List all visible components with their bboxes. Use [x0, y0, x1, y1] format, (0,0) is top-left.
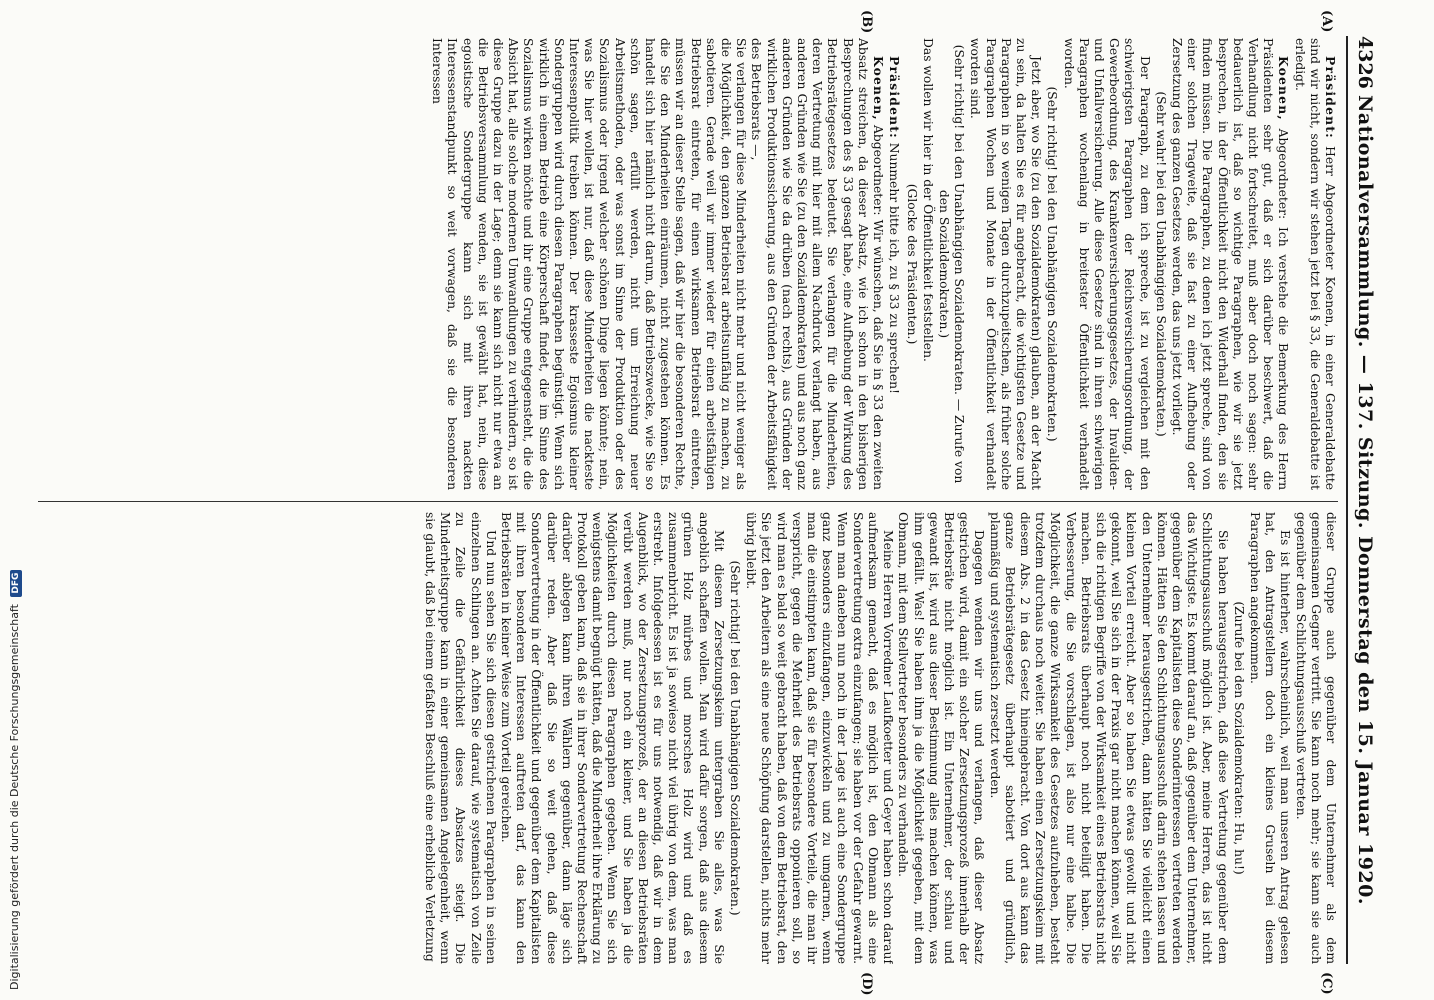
- paragraph: [1060, 38, 1151, 490]
- right-text-column: [38, 512, 1338, 964]
- paragraph-text: Abgeordneter: Ich verstehe die Bemerkung des Herrn Präsidenten sehr gut, daß er sich darüber beschwert, daß die Verhandlung nicht fortschreitet, muß aber doch noch sagen: sehr bedauerlich ist, daß so wichtige Paragraphen, wie wir sie jetzt besprechen, in der Öffentlichkeit nicht den Widerhall finden, den sie finden müssen. Die Paragraphen, zu denen ich jetzt spreche, sind von einer solchen Tragweite, daß sie fast zu einer Aufhebung oder Zersetzung des ganzen Gesetzes werden, das uns jetzt vorliegt.: [1169, 38, 1291, 490]
- page-header: [1346, 36, 1388, 964]
- paragraph-text: Mit diesem Zersetzungskeim untergraben Sie alles, was Sie angeblich schaffen wollen. Man wird dafür sorgen, daß aus diesem grünen Holz mürbes und morsches Holz wird und daß es zusammenbricht. Es ist ja sowieso nicht viel übrig von dem, was man erstrebt. Infolgedessen ist es für uns notwendig, daß wir in dem Augenblick, wo der Zersetzungsprozeß, der an diesen Betriebsräten verübt werden muß, nur noch ein kleiner, und Sie haben ja die Möglichkeiten durch diesen Paragraphen gegeben. Wenn Sie sich wenigstens damit begnügt hätten, daß die Minderheit ihre Erklärung zu Protokoll geben kann, daß sie in ihrer Sondervertretung Rechenschaft darüber ablegen kann ihren Wählern gegenüber, dann läge sich darüber reden. Aber daß Sie so weit gehen, daß diese Sondervertretung in der Öffentlichkeit und gegenüber dem Kapitalisten mit ihren besonderen Interessen auftreten darf, das kann den Betriebsräten in keiner Weise zum Vorteil gereichen.: [499, 512, 726, 964]
- paragraph-text: Meine Herren Vorredner Laufkoetter und Geyer haben schon darauf aufmerksam gemacht, daß es möglich ist, den Obmann als eine Sondervertretung extra einzufangen; sie haben vor der Gefahr gewarnt. Wenn man daneben nun noch in der Lage ist auch eine Sondergruppe ganz besonders einzufangen, einzuwickeln und zu umgarnen, wenn man die einstimpten kann, daß sie für besondere Vorteile, die man ihr verspricht, gegen die Mehrheit des Betriebsrats opponieren soll, so wird man es bald so weit gebracht haben, daß von dem Betriebsrat, den Sie jetzt den Arbeitern als eine neue Schöpfung darstellen, nichts mehr übrig bleibt.: [744, 512, 896, 964]
- paragraph: Sie verlangen für diese Minderheiten nicht mehr und nicht weniger als die Möglichkeit, den ganzen Betriebsrat arbeitsunfähig zu machen, zu sabotieren. Gerade weil wir immer wieder für einen arbeitsfähigen Betriebsrat eintreten, für einen wirksamen Betriebsrat eintreten, müssen wir an dieser Stelle sagen, daß wir hier die besonderen Rechte, die Sie den Minderheiten einräumen, nicht zugestehen können. Es handelt sich hier nämlich nicht darum, daß Betriebszwecke, wie Sie so schön sagen, erfüllt werden, nicht um Erreichung neuer Arbeitsmethoden, oder was sonst im Sinne der Produktion oder des Sozialismus oder irgend welcher schönen Dinge liegen könnte; nein, was Sie hier wollen, ist nur, daß diese Minderheiten die nackteste Interessenpolitik treiben können. Der krasseste Egoismus kleiner Sondergruppen wird durch diesen Paragraphen begünstigt. Wenn sich wirklich in einem Betrieb eine Körperschaft findet, die im Sinne des Sozialismus wirken möchte und ihr eine Gruppe entgegensteht, die die Absicht hat, alle solche modernen Umwandlungen zu verhindern, so ist diese Gruppe dazu in der Lage; denn sie kann sich nicht nur etwa an die Betriebsversammlung wenden, sie ist gewählt hat, nein, diese egoistische Sondergruppe kann sich mit ihren nackten Interessenstandpunkt so weit vorwagen, daß sie die besonderen Interessen: [430, 38, 749, 490]
- paragraph: [422, 512, 498, 964]
- column-divider: [38, 501, 1338, 502]
- margin-marker-c: (C): [1319, 972, 1334, 995]
- paragraph-text: Abgeordneter: Wir wünschen, daß Sie in § 33 den zweiten Absatz streichen, da dieser Absatz, wie ich schon in den bisherigen Besprechungen des § 33 gesagt habe, eine Aufhebung der Wirkung des Betriebsrätegesetzes bedeutet. Sie verlangen für die Minderheiten, deren Vertretung mit hier mit allem Nachdruck verlangt haben, aus anderen Gründen wie Sie (zu den Sozialdemokraten) und aus noch ganz anderen Gründen wie Sie da drüben (nach rechts), aus Gründen der wirklichen Produktionssicherung, aus den Gründen der Arbeitsfähigkeit des Betriebsrats —,: [749, 38, 886, 490]
- paragraph: (Sehr richtig! bei den Unabhängigen Sozialdemokraten. — Zurufe von den Sozialdemokraten.): [936, 44, 967, 484]
- paragraph: [886, 38, 902, 490]
- paragraph: [967, 38, 1043, 490]
- paragraph-text: Und nun sehen Sie sich diesen gestrichenen Paragraphen in seinen einzelnen Schlingen an. Achten Sie darauf, wie systematisch von Zeile zu Zeile die Gefährlichkeit dieses Absatzes steigt. Die Minderheitsgruppe kann in einer gemeinsamen Angelegenheit, wenn sie glaubt, daß bei einem gefaßten Beschluß eine erhebliche Verletzung: [423, 512, 498, 964]
- margin-marker-d: (D): [859, 972, 874, 996]
- left-text-column: [38, 38, 1338, 490]
- paragraph: [1247, 512, 1293, 964]
- page-number: 4326: [1354, 36, 1376, 89]
- paragraph: (Sehr richtig! bei den Unabhängigen Sozialdemokraten.): [1045, 86, 1060, 442]
- header-title: Nationalversammlung. — 137. Sitzung. Donnerstag den 15. Januar 1920.: [1354, 95, 1376, 905]
- credit-line: [8, 570, 22, 990]
- speaker-name: Koenen,: [1276, 56, 1292, 121]
- speaker-name: Koenen,: [871, 56, 887, 121]
- paragraph: (Zurufe bei den Sozialdemokraten: Hu, hu!): [1231, 601, 1246, 875]
- paragraph-text: Jetzt aber, wo Sie (zu den Sozialdemokraten) glauben, an der Macht zu sein, da halten Sie es für angebracht, die wichtigsten Gesetze und Paragraphen in so wenigen Tagen durchzupeitschen, als früher solche Paragraphen Wochen und Monate in der Öffentlichkeit verhandelt worden sind.: [968, 38, 1044, 490]
- paragraph-text: Nunmehr bitte ich, zu § 33 zu sprechen!: [887, 142, 902, 394]
- paragraph: (Glocke des Präsidenten.): [904, 183, 919, 345]
- paragraph-text: Es ist hinterher, wahrscheinlich, weil man unseren Antrag gelesen hat, den Antragstellern doch ein kleines Gruseln bei diesem Paragraphen angekommen.: [1247, 512, 1293, 964]
- credit-strip: [4, 0, 26, 1000]
- paragraph: [986, 512, 1229, 964]
- paragraph-text: Der Paragraph, zu dem ich spreche, ist zu vergleichen mit den schwierigsten Paragraphen der Reichsversicherungsordnung, der Gewerbeordnung, des Krankenversicherungsgesetzes, der Invaliden- und Unfallversicherung. Alle diese Gesetze sind in ihren schwierigen Paragraphen wochenlang in breitester Öffentlichkeit verhandelt worden.: [1061, 38, 1152, 490]
- paragraph-text: Herr Abgeordneter Koenen, in einer Generaldebatte sind wir nicht, sondern wir stehen jetzt bei § 33, die Generaldebatte ist erledigt.: [1292, 38, 1337, 490]
- speaker-name: Präsident:: [1323, 56, 1338, 139]
- paragraph: (Sehr richtig! bei den Unabhängigen Sozialdemokraten.): [728, 560, 743, 916]
- paragraph: [498, 512, 726, 964]
- paragraph: [1291, 38, 1338, 490]
- credit-text: Digitalisierung gefördert durch die Deutsche Forschungsgemeinschaft: [8, 604, 21, 990]
- paragraph: Das wollen wir hier in der Öffentlichkeit feststellen.: [920, 38, 935, 362]
- paragraph-text: Dagegen wenden wir uns und verlangen, daß dieser Absatz gestrichen wird, damit ein solcher Zersetzungsprozeß innerhalb der Betriebsräte nicht möglich ist. Ein Unternehmer, der schlau und gewandt ist, wird aus dieser Bestimmung alles machen können, was ihm gefällt. Was! Sie haben ihm ja die Möglichkeit gegeben, mit dem Obmann, mit dem Stellvertreter besonders zu verhandeln.: [896, 512, 987, 964]
- margin-marker-b: (B): [859, 10, 874, 34]
- margin-marker-a: (A): [1319, 10, 1334, 33]
- paragraph: [895, 512, 986, 964]
- speaker-name: Präsident:: [887, 56, 903, 139]
- paragraph: [748, 38, 886, 490]
- paragraph: [743, 512, 895, 964]
- paragraph-text: Sie haben herausgestrichen, daß diese Vertretung gegenüber dem Schlichtungsausschuß möglich ist. Aber, meine Herren, das ist nicht das Wichtigste. Es kommt darauf an, daß gegenüber dem Unternehmer, gegenüber dem Kapitalisten diese Sonderinteressen vertreten werden können. Hätten Sie den Schlichtungsausschuß darin stehen lassen und den Unternehmer herausgestrichen, dann hätten Sie vielleicht einen kleinen Vorteil erreicht. Aber so haben Sie etwas gewollt und nicht gekonnt, weil Sie sich in der Praxis gar nicht machen können, weil Sie sich die richtigen Begriffe von der Wirksamkeit eines Betriebsrats nicht machen. Betriebsrats überhaupt noch nicht beteiligt haben. Die Verbesserung, die Sie vorschlagen, ist also nur eine halbe. Die Möglichkeit, die ganze Wirksamkeit des Gesetzes aufzuheben, besteht trotzdem durchaus noch weiter. Sie haben einen Zersetzungskeim mit diesem Abs. 2 in das Gesetz hineingebracht. Von dort aus kann das ganze Betriebsrätegesetz überhaupt sabotiert und gründlich, planmäßig und systematisch zersetzt werden.: [987, 512, 1230, 964]
- paragraph: dieser Gruppe auch gegenüber dem Unternehmer als dem gemeinsamen Gegner vertritt. Sie kann noch mehr; sie kann sie auch gegenüber dem Schlichtungsausschuß vertreten.: [1293, 512, 1338, 964]
- paragraph: [1169, 38, 1292, 490]
- paragraph: (Sehr wahr! bei den Unabhängigen Sozialdemokraten.): [1153, 91, 1168, 437]
- dfg-logo-icon: DFG: [10, 570, 22, 597]
